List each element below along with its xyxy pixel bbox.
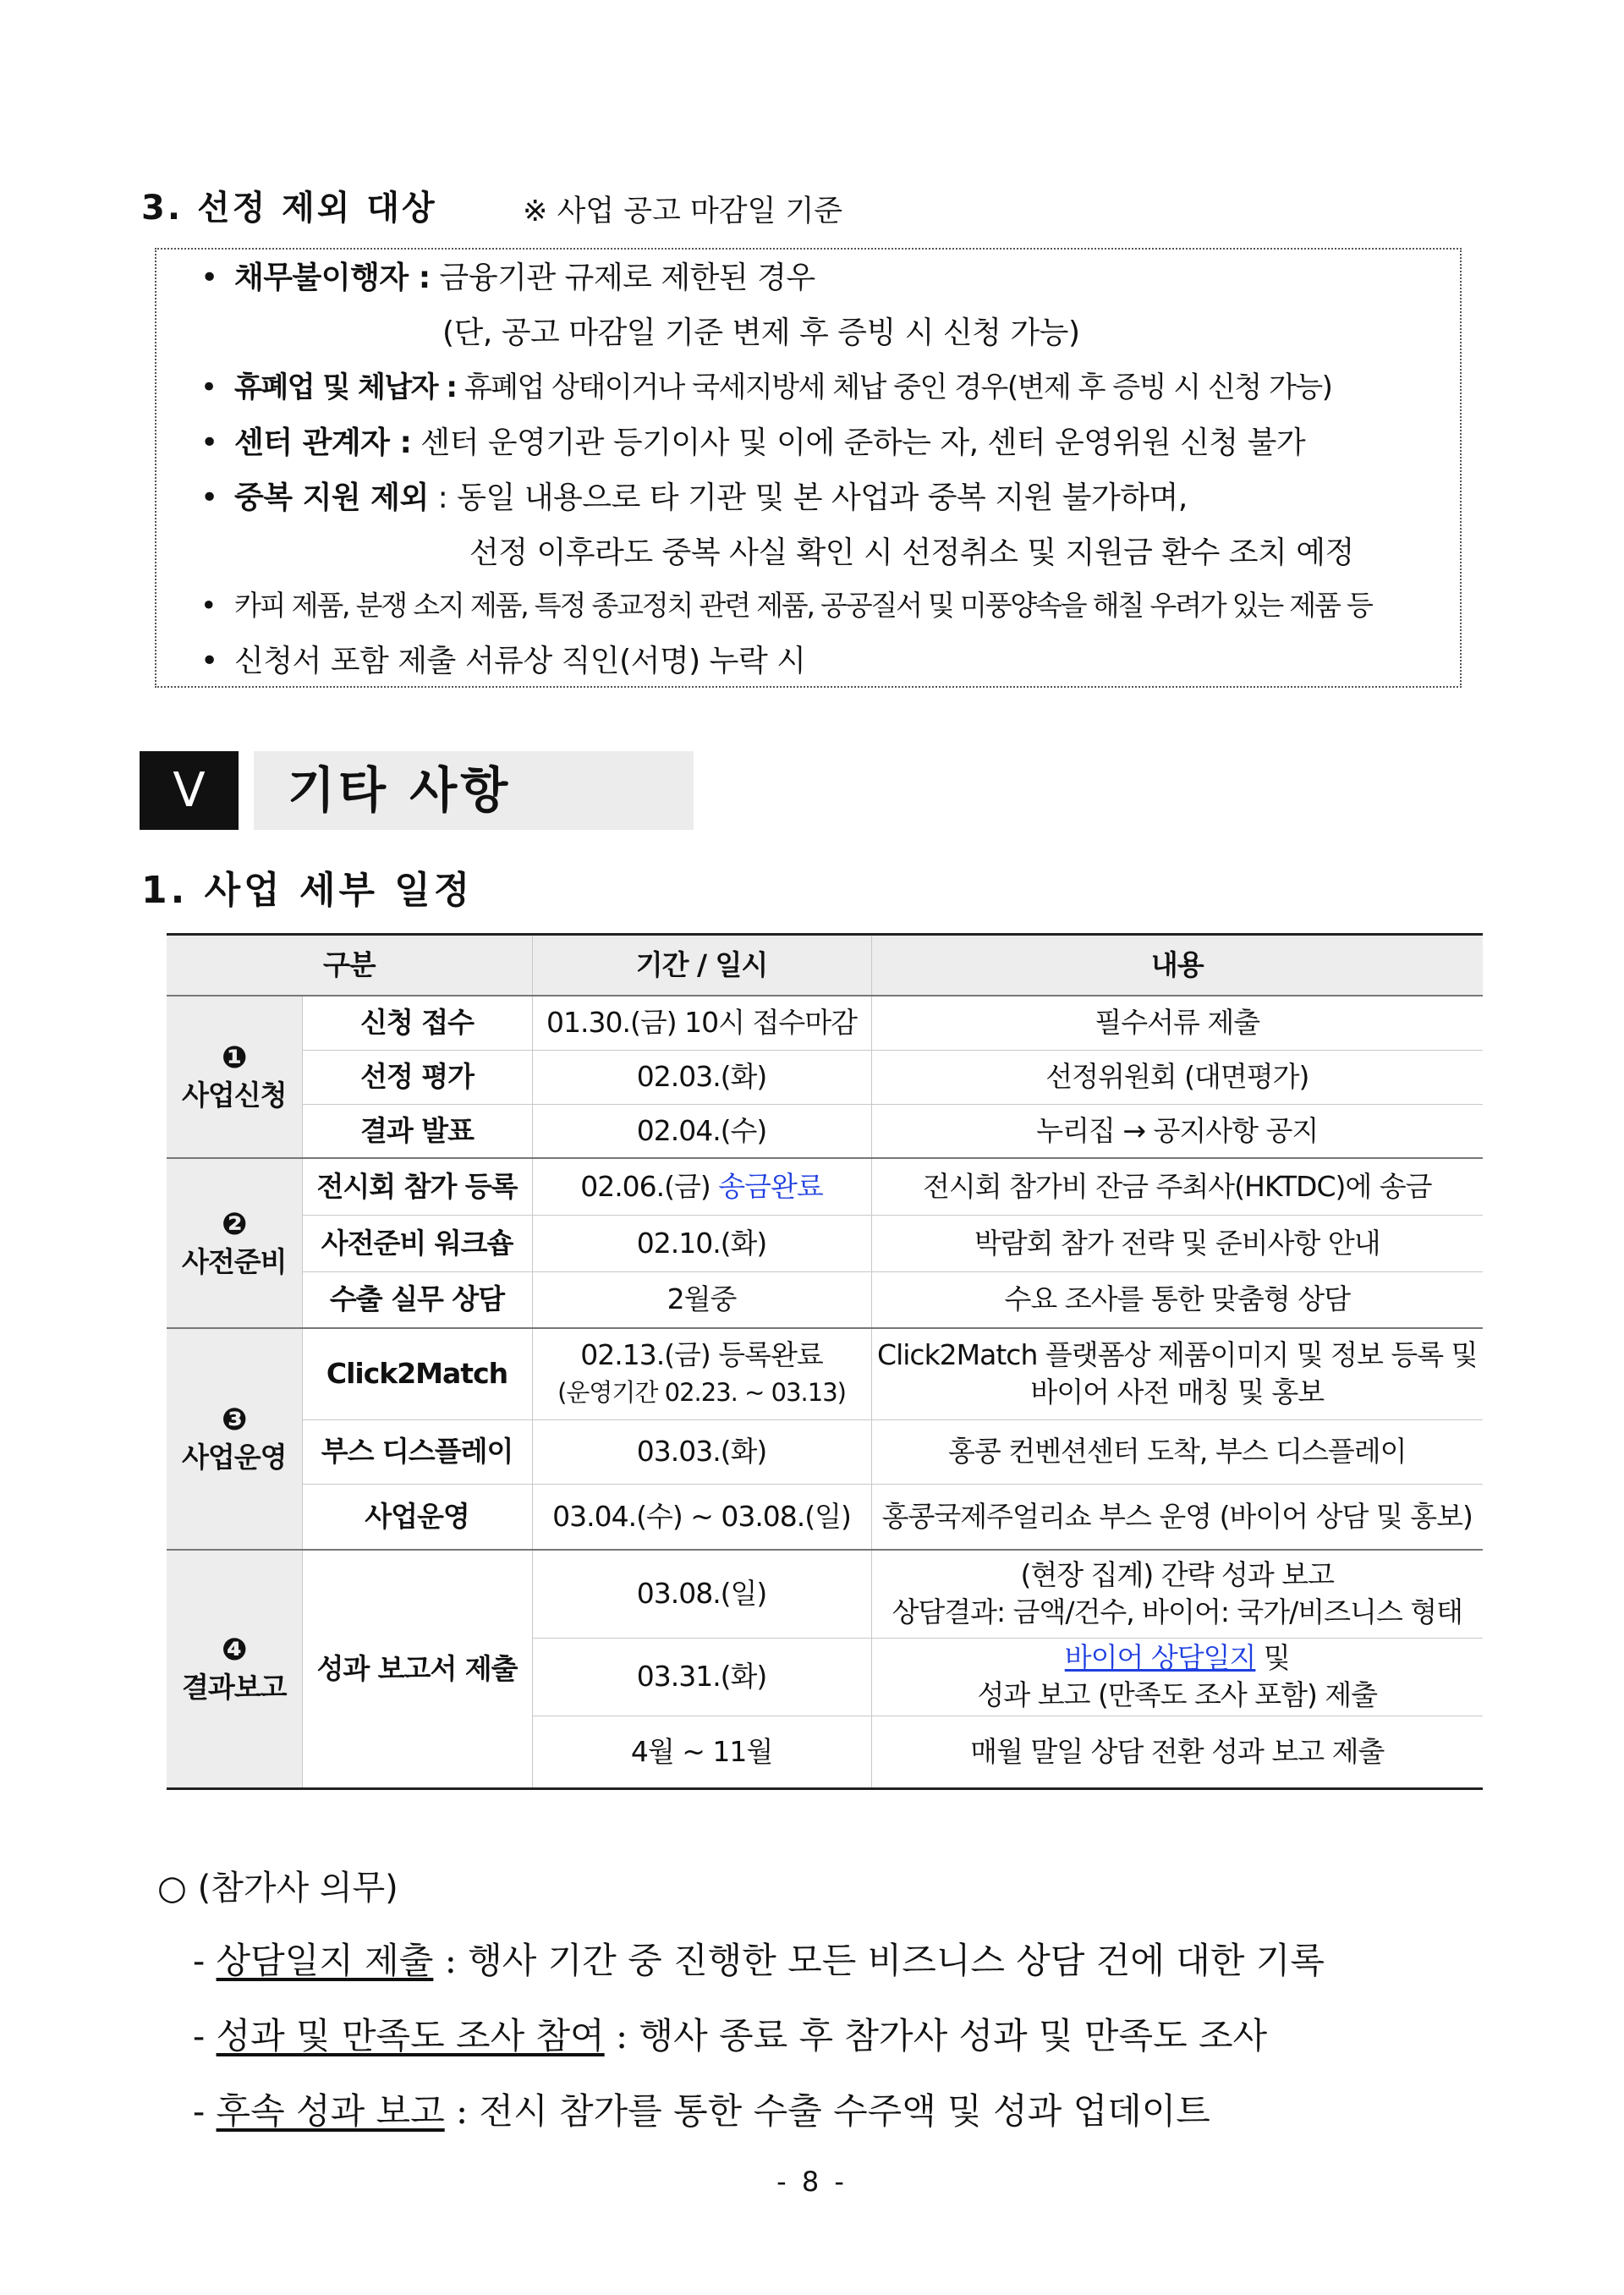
item-cell: 성과 보고서 제출 — [302, 1550, 532, 1788]
date-cell: 4월 ~ 11월 — [532, 1716, 871, 1788]
desc-cell — [871, 1550, 1483, 1638]
item-cell: 선정 평가 — [302, 1050, 532, 1104]
item-cell: 수출 실무 상담 — [302, 1271, 532, 1328]
date-cell — [532, 1328, 871, 1419]
date-cell: 02.04.(수) — [532, 1104, 871, 1158]
group-cell-report — [167, 1550, 302, 1788]
item-label: 센터 관계자 : — [234, 426, 412, 460]
table-row — [167, 1050, 1483, 1104]
item-text: 선정 이후라도 중복 사실 확인 시 선정취소 및 지원금 환수 조치 예정 — [469, 535, 1354, 570]
exclusion-item-defaulter-note — [442, 309, 1080, 352]
date-cell: 03.04.(수) ~ 03.08.(일) — [532, 1484, 871, 1550]
desc-cell — [871, 1638, 1483, 1716]
desc-cell: 필수서류 제출 — [871, 996, 1483, 1050]
payment-status: 송금완료 — [718, 1169, 823, 1203]
desc-cell: 매월 말일 상담 전환 성과 보고 제출 — [871, 1716, 1483, 1788]
desc-cell: 홍콩국제주얼리쇼 부스 운영 (바이어 상담 및 홍보) — [871, 1484, 1483, 1550]
item-text: 휴폐업 상태이거나 국세지방세 체납 중인 경우(변제 후 증빙 시 신청 가능) — [456, 371, 1332, 404]
table-row — [167, 1158, 1483, 1215]
item-text: 신청서 포함 제출 서류상 직인(서명) 누락 시 — [234, 644, 806, 678]
group-cell-application — [167, 996, 302, 1158]
item-text: 금융기관 규제로 제한된 경우 — [430, 261, 815, 295]
exclusion-item-duplicate — [200, 474, 1188, 517]
item-text: 센터 운영기관 등기이사 및 이에 준하는 자, 센터 운영위원 신청 불가 — [411, 426, 1306, 460]
date-cell: 02.10.(화) — [532, 1215, 871, 1271]
schedule-table — [167, 933, 1483, 1790]
item-cell: Click2Match — [302, 1328, 532, 1419]
section-3-note: ※ 사업 공고 마감일 기준 — [523, 195, 843, 228]
bullet: • — [200, 480, 218, 515]
desc-line: 성과 보고 (만족도 조사 포함) 제출 — [977, 1678, 1378, 1711]
desc-line: (현장 집계) 간략 성과 보고 — [1020, 1558, 1335, 1592]
desc-line: Click2Match 플랫폼상 제품이미지 및 정보 등록 및 — [877, 1338, 1478, 1372]
desc-cell — [871, 1328, 1483, 1419]
item-text: (단, 공고 마감일 기준 변제 후 증빙 시 신청 가능) — [442, 316, 1080, 350]
table-row — [167, 1104, 1483, 1158]
exclusion-item-duplicate-note — [469, 529, 1354, 572]
date-subtext: (운영기간 02.23. ~ 03.13) — [557, 1378, 846, 1408]
group-number: ❹ — [222, 1632, 247, 1667]
table-row — [167, 1215, 1483, 1271]
duty-text: : 행사 종료 후 참가사 성과 및 만족도 조사 — [604, 2015, 1268, 2056]
date-cell — [532, 1158, 871, 1215]
desc-cell: 홍콩 컨벤션센터 도착, 부스 디스플레이 — [871, 1419, 1483, 1484]
item-cell: 신청 접수 — [302, 996, 532, 1050]
duty-label: 성과 및 만족도 조사 참여 — [216, 2015, 605, 2056]
table-row — [167, 1484, 1483, 1550]
duty-item-consult-log — [193, 1933, 1325, 1984]
dash: - — [193, 2015, 217, 2056]
group-name: 결과보고 — [181, 1670, 287, 1704]
duty-text: : 전시 참가를 통한 수출 수주액 및 성과 업데이트 — [444, 2090, 1210, 2132]
item-cell: 결과 발표 — [302, 1104, 532, 1158]
group-number: ❷ — [222, 1206, 247, 1242]
item-cell: 사업운영 — [302, 1484, 532, 1550]
group-name: 사전준비 — [181, 1244, 287, 1278]
table-row — [167, 1419, 1483, 1484]
item-label: 중복 지원 제외 — [234, 480, 429, 515]
bullet: • — [200, 589, 216, 622]
exclusion-item-defaulter — [200, 254, 815, 297]
date-cell: 03.31.(화) — [532, 1638, 871, 1716]
duties-header: ○ (참가사 의무) — [157, 1869, 398, 1908]
item-cell: 사전준비 워크숍 — [302, 1215, 532, 1271]
table-header-row — [167, 935, 1483, 997]
desc-cell: 전시회 참가비 잔금 주최사(HKTDC)에 송금 — [871, 1158, 1483, 1215]
group-name: 사업운영 — [181, 1441, 287, 1474]
dash: - — [193, 1940, 217, 1981]
item-text: 카피 제품, 분쟁 소지 제품, 특정 종교정치 관련 제품, 공공질서 및 미풍양속을 해칠 우려가 있는 제품 등 — [234, 589, 1372, 622]
section-3-title: 3. 선정 제외 대상 — [141, 189, 437, 228]
bullet: • — [200, 426, 218, 460]
section-number-box: V — [140, 751, 239, 830]
group-name: 사업신청 — [181, 1079, 287, 1112]
date-cell: 2월중 — [532, 1271, 871, 1328]
date-cell: 03.03.(화) — [532, 1419, 871, 1484]
item-cell: 부스 디스플레이 — [302, 1419, 532, 1484]
table-row — [167, 1550, 1483, 1638]
date-text: 02.13.(금) 등록완료 — [580, 1338, 823, 1372]
bullet: • — [200, 261, 218, 295]
exclusion-item-missing-seal — [200, 637, 805, 680]
table-row — [167, 1271, 1483, 1328]
date-text: 02.06.(금) — [580, 1169, 719, 1203]
bullet: • — [200, 371, 217, 404]
header-category: 구분 — [167, 935, 532, 997]
exclusion-item-center-staff — [200, 419, 1305, 462]
table-row — [167, 1328, 1483, 1419]
duty-label: 후속 성과 보고 — [216, 2090, 445, 2132]
exclusion-box — [155, 248, 1462, 688]
item-cell: 전시회 참가 등록 — [302, 1158, 532, 1215]
date-cell: 03.08.(일) — [532, 1550, 871, 1638]
desc-text: 및 — [1255, 1641, 1290, 1674]
dash: - — [193, 2090, 217, 2132]
desc-line: 바이어 사전 매칭 및 홍보 — [1030, 1375, 1325, 1409]
date-cell: 02.03.(화) — [532, 1050, 871, 1104]
section-title: 기타 사항 — [288, 761, 512, 819]
header-period: 기간 / 일시 — [532, 935, 871, 997]
desc-cell: 박람회 참가 전략 및 준비사항 안내 — [871, 1215, 1483, 1271]
duty-label: 상담일지 제출 — [216, 1940, 434, 1981]
item-text: : 동일 내용으로 타 기관 및 본 사업과 중복 지원 불가하며, — [428, 480, 1188, 515]
date-cell: 01.30.(금) 10시 접수마감 — [532, 996, 871, 1050]
bullet: • — [200, 644, 218, 678]
desc-line: 상담결과: 금액/건수, 바이어: 국가/비즈니스 형태 — [892, 1595, 1463, 1629]
duty-item-followup — [193, 2084, 1210, 2134]
desc-line — [875, 1639, 1480, 1677]
group-cell-operation — [167, 1328, 302, 1550]
subsection-title: 1. 사업 세부 일정 — [141, 869, 474, 912]
desc-cell: 누리집 → 공지사항 공지 — [871, 1104, 1483, 1158]
desc-cell: 수요 조사를 통한 맞춤형 상담 — [871, 1271, 1483, 1328]
item-label: 휴폐업 및 체납자 : — [234, 371, 457, 404]
buyer-log-link[interactable]: 바이어 상담일지 — [1064, 1641, 1256, 1674]
duty-text: : 행사 기간 중 진행한 모든 비즈니스 상담 건에 대한 기록 — [433, 1940, 1325, 1981]
duty-item-survey — [193, 2008, 1267, 2059]
page-number: - 8 - — [776, 2166, 848, 2198]
group-cell-preparation — [167, 1158, 302, 1328]
exclusion-item-closed-business — [200, 364, 1331, 405]
desc-cell: 선정위원회 (대면평가) — [871, 1050, 1483, 1104]
header-content: 내용 — [871, 935, 1483, 997]
group-number: ❸ — [222, 1403, 247, 1437]
item-label: 채무불이행자 : — [234, 261, 431, 295]
group-number: ❶ — [222, 1040, 247, 1075]
table-row — [167, 996, 1483, 1050]
exclusion-item-copy-products — [200, 584, 1372, 623]
